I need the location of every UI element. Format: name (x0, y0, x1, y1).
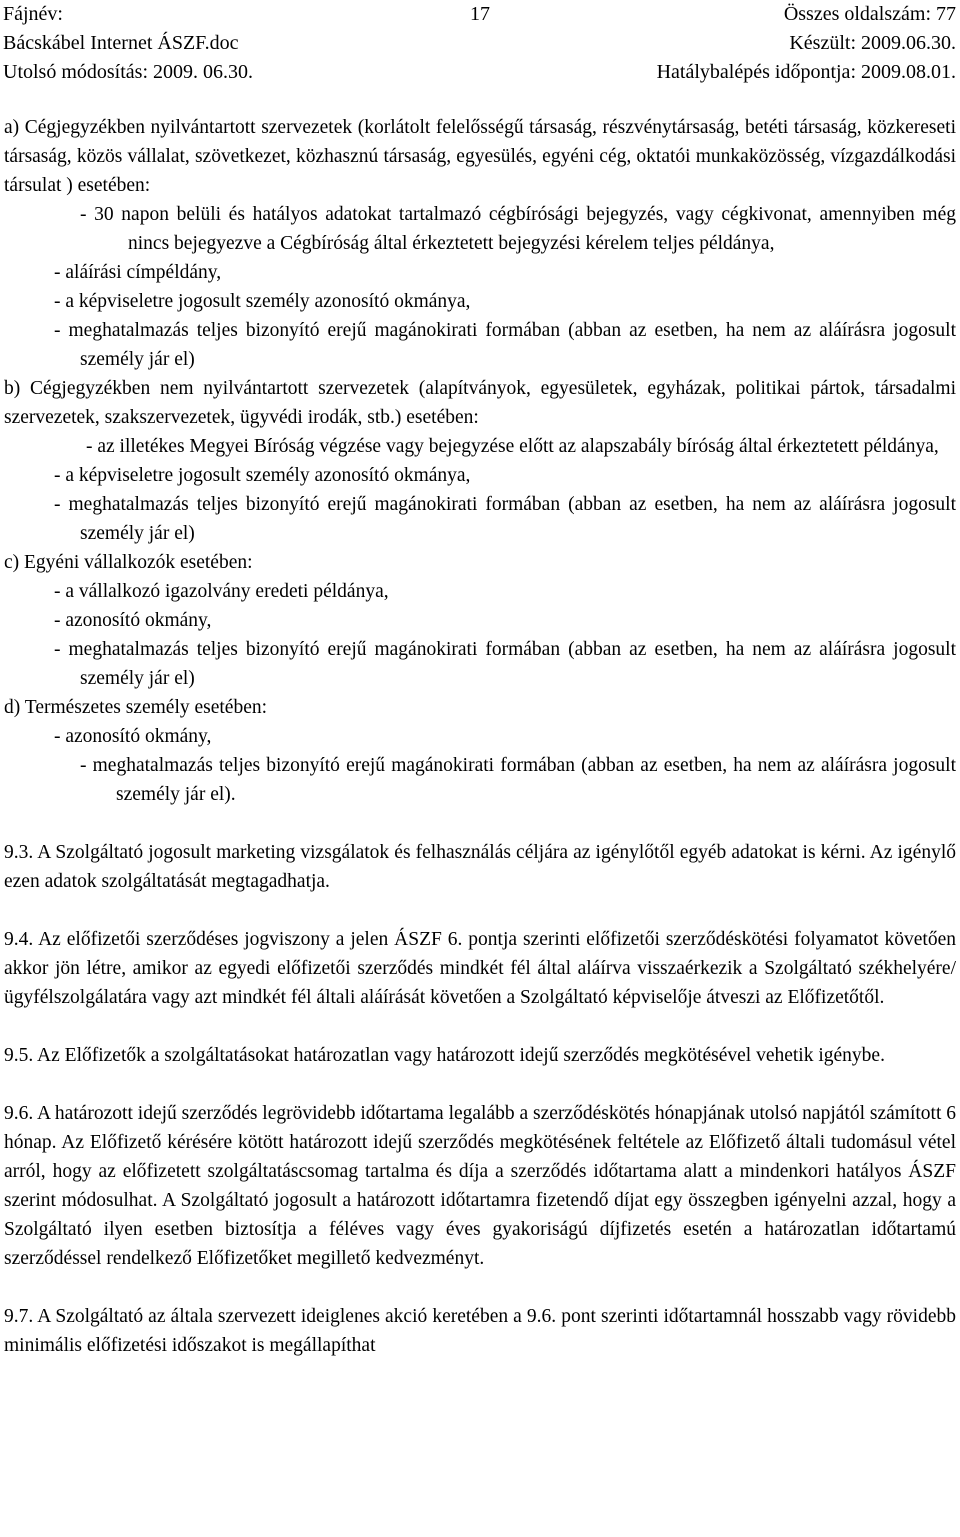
header-row-2 (0, 29, 960, 58)
section-c-intro: c) Egyéni vállalkozók esetében: (4, 552, 253, 573)
paragraph-9-6: 9.6. A határozott idejű szerződés legrövidebb időtartama legalább a szerződéskötés hónapjának utolsó napjától számított 6 hónap. Az Előfizető kérésére kötött határozott idejű szerződés megkötésének feltétele az Előfizető általi tudomásul vétel arról, hogy az előfizetett szolgáltatáscsomag tartalma és díja a szerződés időtartama alatt a mindenkori hatályos ÁSZF szerint módosulhat. A Szolgáltató jogosult a határozott időtartamra fizetendő díjat egy összegben igényelni azzal, hogy a Szolgáltató ilyen esetben biztosítja a féléves vagy éves gyakoriságú díjfizetés esetén a határozatlan időtartamú szerződéssel rendelkező Előfizetőket megillető kedvezményt. (4, 1103, 956, 1269)
section-b-item: - az illetékes Megyei Bíróság végzése vagy bejegyzése előtt az alapszabály bíróság által érkeztetett példánya, (86, 436, 939, 457)
paragraph-gap (4, 1273, 956, 1302)
section-d-item: - meghatalmazás teljes bizonyító erejű magánokirati formában (abban az esetben, ha nem az aláírásra jogosult személy jár el). (80, 755, 956, 805)
total-pages: Összes oldalszám: 77 (783, 3, 956, 25)
section-b-intro: b) Cégjegyzékben nem nyilvántartott szervezetek (alapítványok, egyesületek, egyházak, politikai pártok, társadalmi szervezetek, szakszervezetek, ügyvédi irodák, stb.) esetében: (4, 378, 956, 428)
paragraph-gap (4, 809, 956, 838)
section-a-item: - a képviseletre jogosult személy azonosító okmánya, (54, 291, 471, 312)
paragraph-gap (4, 896, 956, 925)
section-c-item: - a vállalkozó igazolvány eredeti példánya, (54, 581, 389, 602)
header-row-1 (0, 0, 960, 29)
section-a-item: - meghatalmazás teljes bizonyító erejű magánokirati formában (abban az esetben, ha nem az aláírásra jogosult személy jár el) (54, 320, 956, 370)
section-c-item: - azonosító okmány, (54, 610, 212, 631)
effective-date: Hatálybalépés időpontja: 2009.08.01. (656, 61, 956, 83)
document-body (4, 113, 956, 1360)
paragraph-9-7: 9.7. A Szolgáltató az általa szervezett ideiglenes akció keretében a 9.6. pont szerinti időtartamnál hosszabb vagy rövidebb minimális előfizetési időszakot is megállapíthat (4, 1306, 956, 1356)
section-b-item: - meghatalmazás teljes bizonyító erejű magánokirati formában (abban az esetben, ha nem az aláírásra jogosult személy jár el) (54, 494, 956, 544)
section-a-item: - 30 napon belüli és hatályos adatokat tartalmazó cégbírósági bejegyzés, vagy cégkivonat, amennyiben még nincs bejegyezve a Cégbíróság által érkeztetett bejegyzési kérelem teljes példánya, (80, 204, 956, 254)
created-date: Készült: 2009.06.30. (789, 32, 956, 54)
header-row-3 (0, 58, 960, 87)
file-name: Bácskábel Internet ÁSZF.doc (3, 32, 239, 54)
paragraph-9-3: 9.3. A Szolgáltató jogosult marketing vizsgálatok és felhasználás céljára az igénylőtől egyéb adatokat is kérni. Az igénylő ezen adatok szolgáltatását megtagadhatja. (4, 842, 956, 892)
page-header (0, 0, 960, 87)
section-a-intro: a) Cégjegyzékben nyilvántartott szervezetek (korlátolt felelősségű társaság, részvénytársaság, betéti társaság, közkereseti társaság, közös vállalat, szövetkezet, közhasznú társaság, egyesülés, egyéni cég, oktatói munkaközösség, vízgazdálkodási társulat ) esetében: (4, 117, 956, 196)
paragraph-gap (4, 1070, 956, 1099)
paragraph-gap (4, 1012, 956, 1041)
section-b-item: - a képviseletre jogosult személy azonosító okmánya, (54, 465, 471, 486)
page-number: 17 (470, 3, 490, 25)
paragraph-9-5: 9.5. Az Előfizetők a szolgáltatásokat határozatlan vagy határozott idejű szerződés megkötésével vehetik igénybe. (4, 1045, 885, 1066)
file-name-label: Fájnév: (3, 3, 63, 25)
paragraph-9-4: 9.4. Az előfizetői szerződéses jogviszony a jelen ÁSZF 6. pontja szerinti előfizetői szerződéskötési folyamatot követően akkor jön létre, amikor az egyedi előfizetői szerződés mindkét fél által aláírva visszaérkezik a Szolgáltató székhelyére/ügyfélszolgálatára vagy azt mindkét fél általi aláírását követően a Szolgáltató képviselője átveszi az Előfizetőtől. (4, 929, 956, 1008)
section-d-item: - azonosító okmány, (54, 726, 212, 747)
modified-date: Utolsó módosítás: 2009. 06.30. (3, 61, 254, 83)
section-c-item: - meghatalmazás teljes bizonyító erejű magánokirati formában (abban az esetben, ha nem az aláírásra jogosult személy jár el) (54, 639, 956, 689)
section-d-intro: d) Természetes személy esetében: (4, 697, 268, 718)
section-a-item: - aláírási címpéldány, (54, 262, 222, 283)
